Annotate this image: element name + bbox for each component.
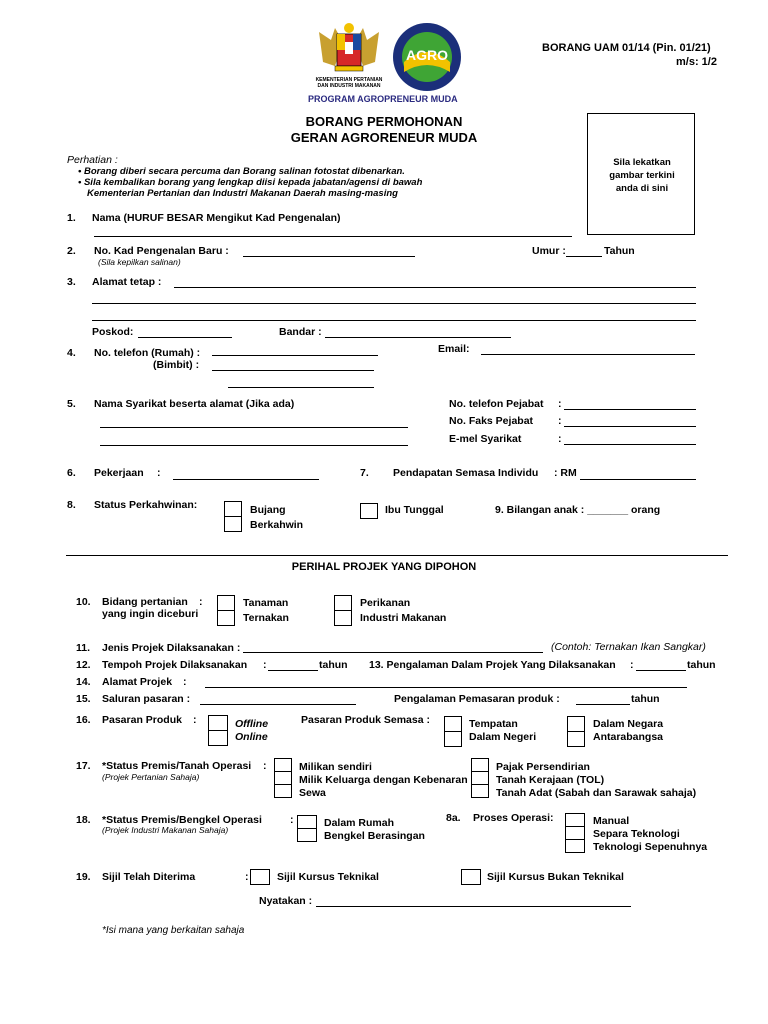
national-label: Dalam Negara [593, 718, 664, 730]
separate-workshop-checkbox[interactable] [297, 828, 317, 842]
q6-label: Pekerjaan [94, 467, 144, 479]
rent-checkbox[interactable] [274, 784, 292, 798]
semi-tech-checkbox[interactable] [565, 826, 585, 840]
own-property-checkbox[interactable] [274, 758, 292, 772]
full-tech-checkbox[interactable] [565, 839, 585, 853]
livestock-label: Ternakan [243, 612, 289, 624]
agro-logo-text: AGRO [406, 47, 448, 63]
postcode-field[interactable] [138, 337, 232, 338]
food-industry-label: Industri Makanan [360, 612, 447, 624]
age-label: Umur : [532, 245, 566, 257]
q7-label: Pendapatan Semasa Individu [393, 467, 539, 479]
colon-6: : [263, 659, 267, 671]
q11-number: 11. [76, 642, 91, 654]
single-mother-checkbox[interactable] [360, 503, 378, 519]
single-checkbox[interactable] [224, 501, 242, 517]
single-label: Bujang [250, 504, 286, 516]
current-market-label: Pasaran Produk Semasa : [301, 714, 430, 726]
domestic-label: Dalam Negeri [469, 731, 537, 743]
offline-checkbox[interactable] [208, 715, 228, 731]
agro-logo [392, 22, 462, 95]
q6-number: 6. [67, 467, 76, 479]
manual-label: Manual [593, 815, 630, 827]
q10-number: 10. [76, 596, 91, 608]
notice-text-1: Borang diberi secara percuma dan Borang salinan fotostat dibenarkan. [83, 166, 405, 177]
q18-note: (Projek Industri Makanan Sahaja) [102, 825, 229, 835]
q17-note: (Projek Pertanian Sahaja) [102, 772, 200, 782]
home-phone-field[interactable] [212, 355, 378, 356]
project-type-field[interactable] [243, 652, 543, 653]
q3-number: 3. [67, 276, 76, 288]
page-number: m/s: 1/2 [676, 56, 717, 68]
notice-label: Perhatian : [67, 154, 118, 166]
ministry-logo-text: KEMENTERIAN PERTANIAN DAN INDUSTRI MAKANAN [315, 77, 383, 89]
q12-label: Tempoh Projek Dilaksanakan [102, 659, 248, 671]
private-lease-label: Pajak Persendirian [496, 761, 590, 773]
address-field-2[interactable] [92, 303, 696, 304]
national-checkbox[interactable] [567, 716, 585, 732]
q16-number: 16. [76, 714, 91, 726]
technical-course-label: Sijil Kursus Teknikal [277, 871, 379, 883]
local-label: Tempatan [469, 718, 518, 730]
q1-number: 1. [67, 212, 76, 224]
q9-label: 9. Bilangan anak : _______ orang [495, 504, 661, 516]
postcode-label: Poskod: [92, 326, 134, 338]
q17-number: 17. [76, 760, 91, 772]
q12-number: 12. [76, 659, 91, 671]
q4-number: 4. [67, 347, 76, 359]
q16-label: Pasaran Produk [102, 714, 182, 726]
company-email-field[interactable] [564, 444, 696, 445]
company-email-label: E-mel Syarikat [449, 433, 522, 445]
married-checkbox[interactable] [224, 516, 242, 532]
q10-label-1: Bidang pertanian [102, 596, 188, 608]
mobile-label: (Bimbit) : [153, 359, 200, 371]
occupation-field[interactable] [173, 479, 319, 480]
colon-1: : [558, 398, 562, 410]
footnote: *Isi mana yang berkaitan sahaja [102, 925, 245, 936]
q2-label: No. Kad Pengenalan Baru : [94, 245, 229, 257]
project-duration-field[interactable] [268, 670, 318, 671]
specify-label: Nyatakan : [259, 895, 313, 907]
ic-field[interactable] [243, 256, 415, 257]
q11-label: Jenis Projek Dilaksanakan : [102, 642, 241, 654]
operation-process-label: Proses Operasi: [473, 812, 554, 824]
photo-box[interactable] [587, 113, 695, 235]
q14-number: 14. [76, 676, 91, 688]
colon-8: : [183, 676, 187, 688]
q10-label-2: yang ingin diceburi [102, 608, 199, 620]
section-divider [66, 555, 728, 556]
family-property-label: Milik Keluarga dengan Kebenaran [299, 774, 468, 786]
q2-number: 2. [67, 245, 76, 257]
form-code: BORANG UAM 01/14 (Pin. 01/21) [542, 42, 711, 54]
office-phone-field[interactable] [564, 409, 696, 410]
income-field[interactable] [580, 479, 696, 480]
non-technical-course-checkbox[interactable] [461, 869, 481, 885]
name-field[interactable] [94, 236, 572, 237]
q18-label: *Status Premis/Bengkel Operasi [102, 814, 262, 826]
rent-label: Sewa [299, 787, 326, 799]
q13-label: 13. Pengalaman Dalam Projek Yang Dilaksanakan [369, 659, 616, 671]
colon-10: : [263, 760, 267, 772]
q18-number: 18. [76, 814, 91, 826]
livestock-checkbox[interactable] [217, 610, 235, 626]
specify-field[interactable] [316, 906, 631, 907]
q8a-number: 8a. [446, 812, 461, 824]
colon-9: : [193, 714, 197, 726]
local-checkbox[interactable] [444, 716, 462, 732]
customary-land-checkbox[interactable] [471, 784, 489, 798]
food-industry-checkbox[interactable] [334, 610, 352, 626]
notice-text-3: Kementerian Pertanian dan Industri Makanan Daerah masing-masing [87, 188, 398, 199]
tol-checkbox[interactable] [471, 771, 489, 785]
phone-extra-field[interactable] [228, 387, 374, 388]
tol-label: Tanah Kerajaan (TOL) [496, 774, 605, 786]
marketing-experience-label: Pengalaman Pemasaran produk : [394, 693, 560, 705]
email-label: Email: [438, 343, 470, 355]
q2-note: (Sila kepilkan salinan) [98, 257, 181, 267]
duration-unit: tahun [319, 659, 348, 671]
ministry-logo [313, 22, 385, 92]
address-field-3[interactable] [92, 320, 696, 321]
international-checkbox[interactable] [567, 731, 585, 747]
own-property-label: Milikan sendiri [299, 761, 372, 773]
mobile-field[interactable] [212, 370, 374, 371]
form-title: BORANG PERMOHONAN [305, 114, 463, 129]
colon-11: : [290, 814, 294, 826]
address-field-1[interactable] [174, 287, 696, 288]
q19-label: Sijil Telah Diterima [102, 871, 196, 883]
age-field[interactable] [566, 256, 602, 257]
q4-label: No. telefon (Rumah) : [94, 347, 201, 359]
single-mother-label: Ibu Tunggal [385, 504, 444, 516]
rm-label: : RM [554, 467, 577, 479]
email-field[interactable] [481, 354, 695, 355]
fisheries-label: Perikanan [360, 597, 411, 609]
q8-number: 8. [67, 499, 76, 511]
q15-number: 15. [76, 693, 91, 705]
in-house-label: Dalam Rumah [324, 817, 395, 829]
office-fax-field[interactable] [564, 426, 696, 427]
full-tech-label: Teknologi Sepenuhnya [593, 841, 708, 853]
notice-bullet-2: • Sila kembalikan borang yang lengkap diisi kepada jabatan/agensi di bawah [78, 177, 423, 188]
office-fax-label: No. Faks Pejabat [449, 415, 534, 427]
form-subtitle: GERAN AGRORENEUR MUDA [290, 130, 478, 145]
colon-7: : [630, 659, 634, 671]
q5-label: Nama Syarikat beserta alamat (Jika ada) [94, 398, 295, 410]
online-checkbox[interactable] [208, 730, 228, 746]
city-field[interactable] [325, 337, 511, 338]
notice-bullet-1: • Borang diberi secara percuma dan Borang salinan fotostat dibenarkan. [78, 166, 405, 177]
company-field-2[interactable] [100, 445, 408, 446]
section-title: PERIHAL PROJEK YANG DIPOHON [291, 561, 477, 573]
online-label: Online [235, 731, 268, 743]
q14-label: Alamat Projek [102, 676, 173, 688]
age-unit: Tahun [604, 245, 635, 257]
technical-course-checkbox[interactable] [250, 869, 270, 885]
separate-workshop-label: Bengkel Berasingan [324, 830, 425, 842]
customary-land-label: Tanah Adat (Sabah dan Sarawak sahaja) [496, 787, 697, 799]
in-house-checkbox[interactable] [297, 815, 317, 829]
marketing-experience-field[interactable] [576, 704, 630, 705]
experience-unit: tahun [687, 659, 716, 671]
marketing-channel-field[interactable] [200, 704, 356, 705]
domestic-checkbox[interactable] [444, 731, 462, 747]
non-technical-course-label: Sijil Kursus Bukan Teknikal [487, 871, 624, 883]
q1-label: Nama (HURUF BESAR Mengikut Kad Pengenalan) [92, 212, 341, 224]
colon-3: : [558, 433, 562, 445]
family-property-checkbox[interactable] [274, 771, 292, 785]
q15-label: Saluran pasaran : [102, 693, 191, 705]
office-phone-label: No. telefon Pejabat [449, 398, 544, 410]
notice-text-2: Sila kembalikan borang yang lengkap diisi kepada jabatan/agensi di bawah [83, 177, 423, 188]
q8-label: Status Perkahwinan: [94, 499, 198, 511]
colon-12: : [245, 871, 249, 883]
married-label: Berkahwin [250, 519, 304, 531]
semi-tech-label: Separa Teknologi [593, 828, 680, 840]
q3-label: Alamat tetap : [92, 276, 162, 288]
offline-label: Offline [235, 718, 269, 730]
international-label: Antarabangsa [593, 731, 664, 743]
private-lease-checkbox[interactable] [471, 758, 489, 772]
q19-number: 19. [76, 871, 91, 883]
q5-number: 5. [67, 398, 76, 410]
fisheries-checkbox[interactable] [334, 595, 352, 611]
colon-5: : [199, 596, 203, 608]
program-name: PROGRAM AGROPRENEUR MUDA [308, 94, 458, 104]
q7-number: 7. [360, 467, 369, 479]
colon-2: : [558, 415, 562, 427]
colon-4: : [157, 467, 161, 479]
q11-example: (Contoh: Ternakan Ikan Sangkar) [551, 641, 706, 653]
manual-checkbox[interactable] [565, 813, 585, 827]
crops-checkbox[interactable] [217, 595, 235, 611]
q17-label: *Status Premis/Tanah Operasi [102, 760, 252, 772]
experience-field[interactable] [636, 670, 686, 671]
project-address-field[interactable] [205, 687, 687, 688]
crops-label: Tanaman [243, 597, 289, 609]
photo-box-text: Sila lekatkan gambar terkini anda di sini [609, 157, 675, 194]
company-field-1[interactable] [100, 427, 408, 428]
marketing-experience-unit: tahun [631, 693, 660, 705]
city-label: Bandar : [279, 326, 322, 338]
